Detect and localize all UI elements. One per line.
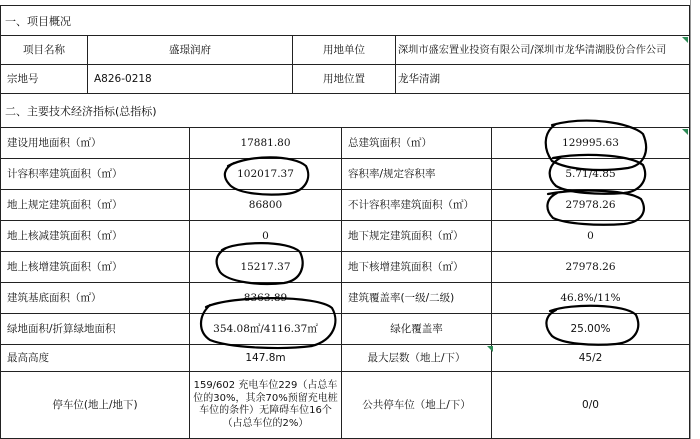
- indicator-value: 129995.63: [492, 128, 690, 159]
- indicator-row: [0, 190, 690, 221]
- indicator-row: [0, 314, 690, 345]
- project-name-row: [0, 36, 690, 65]
- section-indicators-title: 二、主要技术经济指标(总指标): [0, 94, 690, 128]
- section-overview-row: [0, 5, 690, 36]
- parking-value: 159/602 充电车位229（占总车位的30%，其余70%预留充电桩车位的条件）无障碍车位16个（占总车位的2%）: [190, 372, 342, 439]
- indicator-value: 102017.37: [190, 159, 342, 190]
- project-name-value: 盛璟润府: [88, 36, 293, 65]
- cell-comment-marker-icon: [487, 346, 493, 352]
- section-overview-title: 一、项目概况: [0, 5, 690, 36]
- land-unit-label: 用地单位: [293, 36, 396, 65]
- location-label: 用地位置: [293, 65, 396, 94]
- indicator-label: 地下规定建筑面积（㎡）: [342, 221, 492, 252]
- indicator-value: 27978.26: [492, 190, 690, 221]
- indicator-value: 0: [492, 221, 690, 252]
- parcel-label: 宗地号: [0, 65, 88, 94]
- public-parking-label: 公共停车位（地上/下）: [342, 372, 492, 439]
- cell-comment-marker-icon: [682, 129, 688, 135]
- indicator-value: 8363.89: [190, 283, 342, 314]
- indicator-label: 建设用地面积（㎡）: [0, 128, 190, 159]
- indicator-value: 0: [190, 221, 342, 252]
- indicator-label: 最高高度: [0, 345, 190, 372]
- indicator-row: [0, 128, 690, 159]
- indicator-label: 不计容积率建筑面积（㎡）: [342, 190, 492, 221]
- indicator-value: 15217.37: [190, 252, 342, 283]
- indicator-row: [0, 345, 690, 372]
- parcel-value: A826-0218: [88, 65, 293, 94]
- sheet-right-edge: [690, 0, 700, 439]
- indicator-label: 总建筑面积（㎡）: [342, 128, 492, 159]
- indicator-value: 86800: [190, 190, 342, 221]
- parking-label: 停车位(地上/地下): [0, 372, 190, 439]
- indicator-row: [0, 221, 690, 252]
- parking-row: [0, 372, 690, 439]
- cell-comment-marker-icon: [682, 37, 688, 43]
- indicator-value: 46.8%/11%: [492, 283, 690, 314]
- indicator-label: 最大层数（地上/下）: [342, 345, 492, 372]
- indicator-row: [0, 283, 690, 314]
- indicator-label: 绿化覆盖率: [342, 314, 492, 345]
- indicator-value: 45/2: [492, 345, 690, 372]
- indicator-label: 地上核减建筑面积（㎡）: [0, 221, 190, 252]
- location-value: 龙华清湖: [396, 65, 690, 94]
- indicator-label: 地上核增建筑面积（㎡）: [0, 252, 190, 283]
- indicator-row: [0, 159, 690, 190]
- indicator-row: [0, 252, 690, 283]
- section-indicators-row: [0, 94, 690, 128]
- indicator-label: 建筑基底面积（㎡）: [0, 283, 190, 314]
- indicator-label: 地下核增建筑面积（㎡）: [342, 252, 492, 283]
- parcel-row: [0, 65, 690, 94]
- indicator-label: 建筑覆盖率(一级/二级): [342, 283, 492, 314]
- indicator-value: 147.8m: [190, 345, 342, 372]
- indicator-value: 5.71/4.85: [492, 159, 690, 190]
- indicator-value: 17881.80: [190, 128, 342, 159]
- indicator-label: 容积率/规定容积率: [342, 159, 492, 190]
- public-parking-value: 0/0: [492, 372, 690, 439]
- project-name-label: 项目名称: [0, 36, 88, 65]
- indicator-label: 地上规定建筑面积（㎡）: [0, 190, 190, 221]
- indicator-label: 计容积率建筑面积（㎡）: [0, 159, 190, 190]
- indicator-label: 绿地面积/折算绿地面积: [0, 314, 190, 345]
- indicator-value: 27978.26: [492, 252, 690, 283]
- indicator-value: 25.00%: [492, 314, 690, 345]
- land-unit-value: 深圳市盛宏置业投资有限公司/深圳市龙华清湖股份合作公司: [396, 36, 690, 65]
- indicator-value: 354.08㎡/4116.37㎡: [190, 314, 342, 345]
